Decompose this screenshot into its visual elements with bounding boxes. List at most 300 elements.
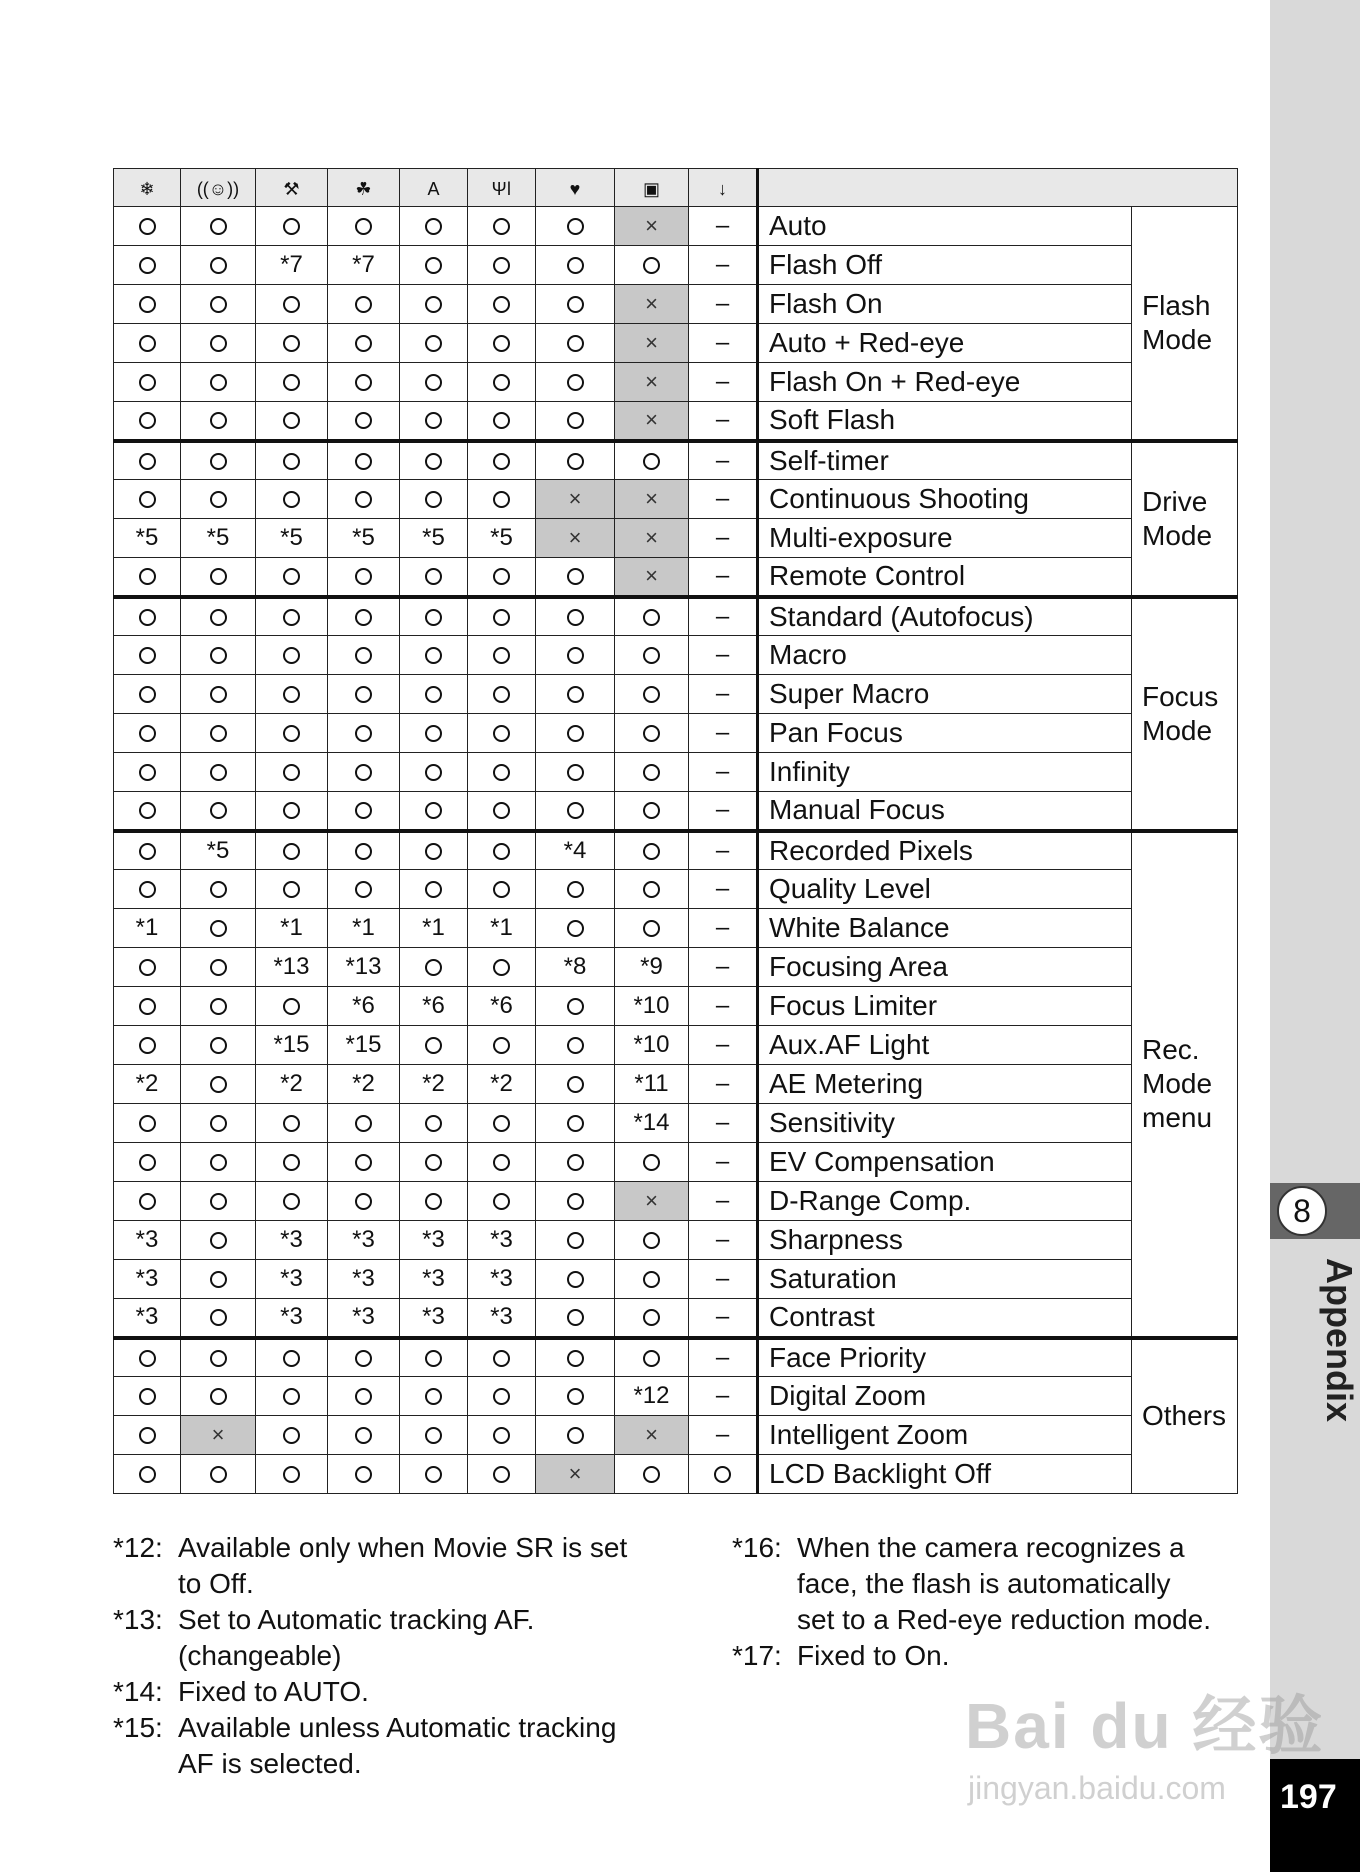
available-mark bbox=[493, 843, 510, 860]
availability-cell bbox=[114, 207, 181, 246]
available-mark bbox=[283, 374, 300, 391]
availability-cell bbox=[400, 1104, 468, 1143]
availability-cell: – bbox=[689, 558, 758, 597]
availability-cell: *3 bbox=[400, 1260, 468, 1299]
availability-cell bbox=[536, 909, 615, 948]
availability-cell bbox=[400, 636, 468, 675]
availability-cell: – bbox=[689, 207, 758, 246]
availability-cell: *1 bbox=[114, 909, 181, 948]
available-mark bbox=[210, 218, 227, 235]
available-mark bbox=[643, 725, 660, 742]
availability-cell bbox=[114, 1143, 181, 1182]
available-mark bbox=[210, 1037, 227, 1054]
table-row bbox=[114, 1065, 1238, 1104]
table-row bbox=[114, 1299, 1238, 1338]
footnote-text: set to a Red-eye reduction mode. bbox=[797, 1604, 1212, 1635]
availability-cell bbox=[615, 1143, 689, 1182]
availability-cell bbox=[114, 753, 181, 792]
available-mark bbox=[355, 609, 372, 626]
availability-cell bbox=[114, 636, 181, 675]
availability-cell bbox=[468, 792, 536, 831]
available-mark bbox=[643, 764, 660, 781]
available-mark bbox=[283, 1193, 300, 1210]
available-mark bbox=[283, 686, 300, 703]
available-mark bbox=[567, 998, 584, 1015]
header-cell bbox=[114, 169, 181, 207]
setting-label: Digital Zoom bbox=[758, 1377, 1132, 1416]
available-mark bbox=[567, 1427, 584, 1444]
availability-cell bbox=[328, 753, 400, 792]
availability-cell bbox=[328, 363, 400, 402]
availability-cell bbox=[114, 1338, 181, 1377]
availability-cell: *5 bbox=[400, 519, 468, 558]
table-row bbox=[114, 1416, 1238, 1455]
availability-cell bbox=[328, 714, 400, 753]
availability-cell bbox=[181, 714, 256, 753]
availability-cell bbox=[400, 363, 468, 402]
unavailable-mark: × bbox=[645, 330, 658, 355]
setting-label: Super Macro bbox=[758, 675, 1132, 714]
availability-cell bbox=[400, 1338, 468, 1377]
text-icon: A bbox=[427, 178, 440, 199]
sport-icon: ⚒ bbox=[283, 178, 300, 199]
available-mark bbox=[643, 881, 660, 898]
available-mark bbox=[493, 725, 510, 742]
availability-cell: – bbox=[689, 909, 758, 948]
availability-cell bbox=[181, 1065, 256, 1104]
available-mark bbox=[425, 374, 442, 391]
setting-label: Self-timer bbox=[758, 441, 1132, 480]
setting-label: Macro bbox=[758, 636, 1132, 675]
availability-cell bbox=[328, 1338, 400, 1377]
availability-cell: *3 bbox=[256, 1299, 328, 1338]
available-mark bbox=[493, 1154, 510, 1171]
setting-label: Aux.AF Light bbox=[758, 1026, 1132, 1065]
availability-cell: – bbox=[689, 402, 758, 441]
availability-cell: – bbox=[689, 1182, 758, 1221]
availability-cell: *5 bbox=[328, 519, 400, 558]
availability-cell: *3 bbox=[256, 1221, 328, 1260]
available-mark bbox=[139, 1427, 156, 1444]
availability-cell bbox=[400, 1182, 468, 1221]
footnote bbox=[113, 1602, 713, 1674]
unavailable-mark: × bbox=[568, 486, 582, 511]
availability-cell bbox=[536, 1026, 615, 1065]
availability-cell bbox=[536, 285, 615, 324]
setting-label: EV Compensation bbox=[758, 1143, 1132, 1182]
header-cell bbox=[256, 169, 328, 207]
unavailable-mark: × bbox=[645, 1422, 658, 1447]
availability-cell bbox=[468, 1338, 536, 1377]
available-mark bbox=[643, 843, 660, 860]
availability-cell bbox=[400, 246, 468, 285]
availability-cell: *1 bbox=[468, 909, 536, 948]
setting-label: Standard (Autofocus) bbox=[758, 597, 1132, 636]
table-row bbox=[114, 207, 1238, 246]
availability-cell bbox=[256, 1377, 328, 1416]
availability-cell bbox=[615, 597, 689, 636]
available-mark bbox=[210, 453, 227, 470]
availability-cell bbox=[181, 402, 256, 441]
available-mark bbox=[210, 725, 227, 742]
availability-cell bbox=[615, 207, 689, 246]
availability-cell bbox=[536, 1455, 615, 1494]
availability-cell bbox=[328, 1416, 400, 1455]
available-mark bbox=[139, 491, 156, 508]
available-mark bbox=[355, 1388, 372, 1405]
available-mark bbox=[425, 568, 442, 585]
availability-cell bbox=[468, 558, 536, 597]
availability-cell bbox=[328, 870, 400, 909]
available-mark bbox=[210, 1193, 227, 1210]
available-mark bbox=[210, 1309, 227, 1326]
availability-cell bbox=[615, 714, 689, 753]
availability-cell: – bbox=[689, 1416, 758, 1455]
availability-cell: *2 bbox=[328, 1065, 400, 1104]
availability-cell bbox=[615, 753, 689, 792]
available-mark bbox=[643, 257, 660, 274]
unavailable-mark: × bbox=[568, 525, 582, 550]
availability-cell: – bbox=[689, 246, 758, 285]
setting-label: LCD Backlight Off bbox=[758, 1455, 1132, 1494]
setting-label: Flash Off bbox=[758, 246, 1132, 285]
availability-cell: *3 bbox=[468, 1299, 536, 1338]
availability-cell: *3 bbox=[328, 1221, 400, 1260]
setting-label: Face Priority bbox=[758, 1338, 1132, 1377]
availability-cell bbox=[468, 870, 536, 909]
setting-label: AE Metering bbox=[758, 1065, 1132, 1104]
table-row bbox=[114, 1104, 1238, 1143]
available-mark bbox=[493, 1350, 510, 1367]
available-mark bbox=[425, 959, 442, 976]
unavailable-mark: × bbox=[645, 291, 658, 316]
available-mark bbox=[210, 686, 227, 703]
footnote-key: *15: bbox=[113, 1712, 163, 1743]
availability-cell bbox=[181, 597, 256, 636]
available-mark bbox=[283, 296, 300, 313]
availability-cell bbox=[114, 831, 181, 870]
availability-cell bbox=[468, 1143, 536, 1182]
availability-cell: – bbox=[689, 1104, 758, 1143]
available-mark bbox=[139, 959, 156, 976]
available-mark bbox=[567, 1232, 584, 1249]
availability-cell: – bbox=[689, 519, 758, 558]
availability-cell: *15 bbox=[256, 1026, 328, 1065]
table-row bbox=[114, 870, 1238, 909]
availability-cell: – bbox=[689, 441, 758, 480]
availability-cell bbox=[256, 636, 328, 675]
availability-cell bbox=[181, 1182, 256, 1221]
available-mark bbox=[567, 257, 584, 274]
available-mark bbox=[139, 764, 156, 781]
footnotes-right bbox=[732, 1530, 1272, 1674]
table-row bbox=[114, 402, 1238, 441]
footnote-key: *16: bbox=[732, 1532, 782, 1563]
available-mark bbox=[567, 1388, 584, 1405]
available-mark bbox=[355, 647, 372, 664]
function-availability-table bbox=[113, 168, 1238, 1494]
available-mark bbox=[355, 686, 372, 703]
available-mark bbox=[139, 802, 156, 819]
available-mark bbox=[425, 1193, 442, 1210]
table-row bbox=[114, 597, 1238, 636]
availability-cell bbox=[536, 1221, 615, 1260]
availability-cell: *5 bbox=[181, 831, 256, 870]
availability-cell bbox=[468, 441, 536, 480]
available-mark bbox=[425, 647, 442, 664]
availability-cell bbox=[536, 1377, 615, 1416]
available-mark bbox=[355, 1350, 372, 1367]
availability-cell bbox=[468, 753, 536, 792]
available-mark bbox=[567, 1309, 584, 1326]
available-mark bbox=[355, 335, 372, 352]
available-mark bbox=[139, 453, 156, 470]
available-mark bbox=[139, 998, 156, 1015]
availability-cell bbox=[181, 1299, 256, 1338]
availability-cell bbox=[615, 1338, 689, 1377]
available-mark bbox=[425, 1115, 442, 1132]
availability-cell bbox=[181, 909, 256, 948]
available-mark bbox=[139, 1154, 156, 1171]
chapter-sidebar bbox=[1270, 0, 1360, 1872]
availability-cell bbox=[536, 1065, 615, 1104]
table-row bbox=[114, 909, 1238, 948]
available-mark bbox=[493, 609, 510, 626]
food-icon: Ψǀ bbox=[491, 178, 512, 199]
available-mark bbox=[283, 568, 300, 585]
availability-cell: – bbox=[689, 675, 758, 714]
available-mark bbox=[210, 568, 227, 585]
availability-cell bbox=[400, 1026, 468, 1065]
frame-composite-icon: ♥ bbox=[569, 178, 581, 199]
available-mark bbox=[643, 1154, 660, 1171]
available-mark bbox=[493, 491, 510, 508]
availability-cell bbox=[328, 831, 400, 870]
available-mark bbox=[425, 686, 442, 703]
available-mark bbox=[493, 218, 510, 235]
available-mark bbox=[139, 1115, 156, 1132]
table-row bbox=[114, 1182, 1238, 1221]
available-mark bbox=[139, 257, 156, 274]
availability-cell bbox=[615, 480, 689, 519]
availability-cell: *11 bbox=[615, 1065, 689, 1104]
available-mark bbox=[283, 1350, 300, 1367]
availability-cell bbox=[536, 636, 615, 675]
availability-cell: – bbox=[689, 1026, 758, 1065]
availability-cell bbox=[181, 1260, 256, 1299]
availability-cell bbox=[468, 1377, 536, 1416]
availability-cell bbox=[468, 207, 536, 246]
availability-cell bbox=[468, 948, 536, 987]
table-row bbox=[114, 1221, 1238, 1260]
availability-cell: *3 bbox=[468, 1221, 536, 1260]
footnote-key: *14: bbox=[113, 1676, 163, 1707]
availability-cell bbox=[181, 792, 256, 831]
availability-cell bbox=[181, 1143, 256, 1182]
availability-cell bbox=[468, 831, 536, 870]
availability-cell bbox=[615, 1260, 689, 1299]
available-mark bbox=[643, 647, 660, 664]
available-mark bbox=[567, 374, 584, 391]
availability-cell bbox=[615, 792, 689, 831]
availability-cell bbox=[181, 870, 256, 909]
table-row bbox=[114, 441, 1238, 480]
available-mark bbox=[139, 568, 156, 585]
availability-cell: – bbox=[689, 324, 758, 363]
availability-cell bbox=[256, 1143, 328, 1182]
availability-cell bbox=[114, 285, 181, 324]
availability-cell bbox=[468, 1416, 536, 1455]
availability-cell: – bbox=[689, 285, 758, 324]
available-mark bbox=[283, 335, 300, 352]
availability-cell bbox=[400, 714, 468, 753]
available-mark bbox=[567, 453, 584, 470]
availability-cell bbox=[468, 246, 536, 285]
available-mark bbox=[210, 1466, 227, 1483]
availability-cell: *6 bbox=[328, 987, 400, 1026]
unavailable-mark: × bbox=[645, 525, 658, 550]
available-mark bbox=[283, 725, 300, 742]
available-mark bbox=[643, 802, 660, 819]
footnote-text: Set to Automatic tracking AF. bbox=[178, 1604, 535, 1635]
unavailable-mark: × bbox=[645, 213, 658, 238]
available-mark bbox=[493, 1466, 510, 1483]
available-mark bbox=[210, 1232, 227, 1249]
available-mark bbox=[355, 725, 372, 742]
available-mark bbox=[210, 257, 227, 274]
available-mark bbox=[567, 1350, 584, 1367]
available-mark bbox=[493, 881, 510, 898]
availability-cell bbox=[615, 870, 689, 909]
available-mark bbox=[283, 1466, 300, 1483]
available-mark bbox=[283, 998, 300, 1015]
availability-cell: *9 bbox=[615, 948, 689, 987]
available-mark bbox=[567, 686, 584, 703]
available-mark bbox=[139, 725, 156, 742]
availability-cell bbox=[114, 246, 181, 285]
availability-cell bbox=[615, 558, 689, 597]
table-row bbox=[114, 519, 1238, 558]
setting-label: Soft Flash bbox=[758, 402, 1132, 441]
availability-cell bbox=[615, 324, 689, 363]
available-mark bbox=[139, 374, 156, 391]
availability-cell bbox=[536, 207, 615, 246]
availability-cell bbox=[328, 207, 400, 246]
available-mark bbox=[567, 764, 584, 781]
setting-label: Quality Level bbox=[758, 870, 1132, 909]
availability-cell bbox=[468, 363, 536, 402]
group-label: Drive Mode bbox=[1132, 441, 1238, 597]
available-mark bbox=[210, 764, 227, 781]
available-mark bbox=[139, 647, 156, 664]
group-label: Others bbox=[1132, 1338, 1238, 1494]
setting-label: Sharpness bbox=[758, 1221, 1132, 1260]
availability-cell bbox=[615, 831, 689, 870]
available-mark bbox=[355, 453, 372, 470]
availability-cell: *3 bbox=[468, 1260, 536, 1299]
availability-cell bbox=[328, 1143, 400, 1182]
available-mark bbox=[567, 609, 584, 626]
available-mark bbox=[355, 881, 372, 898]
footnote-text: When the camera recognizes a bbox=[797, 1532, 1185, 1563]
availability-cell bbox=[615, 1221, 689, 1260]
footnote bbox=[113, 1674, 713, 1710]
header-cell bbox=[400, 169, 468, 207]
setting-label: D-Range Comp. bbox=[758, 1182, 1132, 1221]
available-mark bbox=[283, 1388, 300, 1405]
unavailable-mark: × bbox=[645, 1188, 658, 1213]
availability-cell bbox=[181, 1026, 256, 1065]
available-mark bbox=[493, 412, 510, 429]
availability-cell bbox=[256, 987, 328, 1026]
availability-cell bbox=[181, 1104, 256, 1143]
availability-cell bbox=[536, 987, 615, 1026]
setting-label: Focusing Area bbox=[758, 948, 1132, 987]
availability-cell bbox=[328, 597, 400, 636]
availability-cell bbox=[181, 558, 256, 597]
availability-cell bbox=[615, 519, 689, 558]
available-mark bbox=[567, 568, 584, 585]
availability-cell bbox=[468, 714, 536, 753]
availability-cell: – bbox=[689, 636, 758, 675]
availability-cell bbox=[400, 558, 468, 597]
availability-cell bbox=[256, 324, 328, 363]
available-mark bbox=[425, 1427, 442, 1444]
availability-cell bbox=[181, 1416, 256, 1455]
available-mark bbox=[210, 998, 227, 1015]
available-mark bbox=[210, 374, 227, 391]
availability-cell bbox=[400, 402, 468, 441]
availability-cell bbox=[256, 831, 328, 870]
header-cell bbox=[689, 169, 758, 207]
availability-cell bbox=[256, 792, 328, 831]
footnote bbox=[113, 1710, 713, 1782]
header-cell bbox=[536, 169, 615, 207]
setting-label: Multi-exposure bbox=[758, 519, 1132, 558]
available-mark bbox=[355, 218, 372, 235]
availability-cell bbox=[536, 519, 615, 558]
available-mark bbox=[425, 881, 442, 898]
availability-cell bbox=[328, 1182, 400, 1221]
availability-cell bbox=[181, 1338, 256, 1377]
availability-cell bbox=[536, 558, 615, 597]
available-mark bbox=[210, 296, 227, 313]
available-mark bbox=[283, 1115, 300, 1132]
setting-label: White Balance bbox=[758, 909, 1132, 948]
availability-cell bbox=[536, 480, 615, 519]
availability-cell bbox=[400, 1416, 468, 1455]
available-mark bbox=[493, 764, 510, 781]
availability-cell: – bbox=[689, 1260, 758, 1299]
footnote-text: Fixed to AUTO. bbox=[178, 1676, 369, 1707]
availability-cell: *3 bbox=[400, 1221, 468, 1260]
available-mark bbox=[355, 1193, 372, 1210]
available-mark bbox=[283, 218, 300, 235]
unavailable-mark: × bbox=[645, 407, 658, 433]
available-mark bbox=[210, 802, 227, 819]
available-mark bbox=[355, 1427, 372, 1444]
available-mark bbox=[567, 1076, 584, 1093]
available-mark bbox=[567, 1271, 584, 1288]
availability-cell bbox=[400, 792, 468, 831]
table-row bbox=[114, 987, 1238, 1026]
availability-cell bbox=[468, 597, 536, 636]
availability-cell bbox=[181, 480, 256, 519]
header-cell bbox=[615, 169, 689, 207]
availability-cell bbox=[114, 792, 181, 831]
availability-cell: *7 bbox=[328, 246, 400, 285]
available-mark bbox=[210, 609, 227, 626]
